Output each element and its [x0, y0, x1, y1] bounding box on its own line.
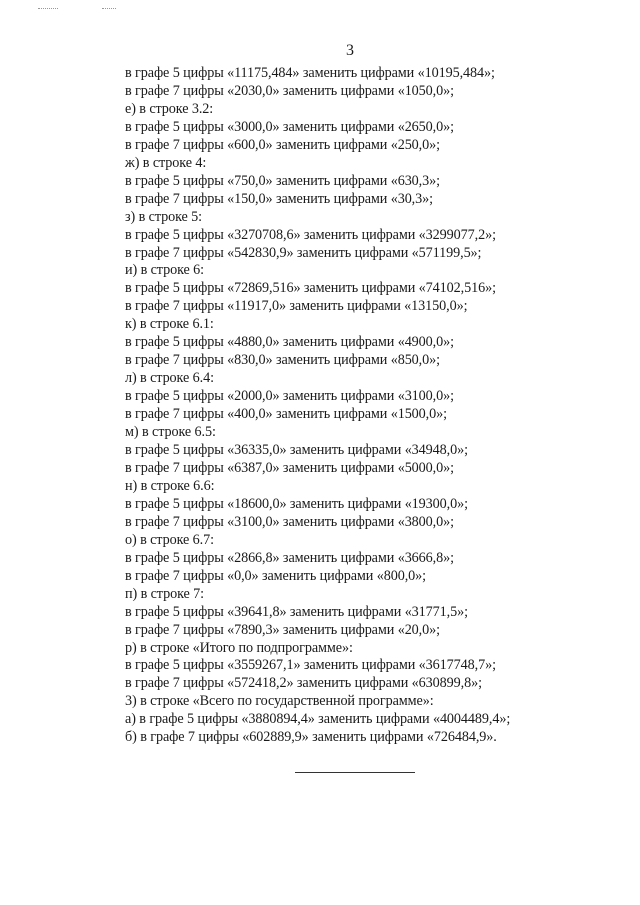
- document-line: в графе 7 цифры «600,0» заменить цифрами «250,0»;: [125, 136, 440, 153]
- document-line: и) в строке 6:: [125, 262, 204, 279]
- document-line: в графе 7 цифры «830,0» заменить цифрами «850,0»;: [125, 352, 440, 369]
- document-line: в графе 7 цифры «0,0» заменить цифрами «800,0»;: [125, 567, 426, 584]
- document-line: р) в строке «Итого по подпрограмме»:: [125, 639, 353, 656]
- document-body: [125, 65, 595, 747]
- document-line: в графе 5 цифры «11175,484» заменить цифрами «10195,484»;: [125, 65, 495, 81]
- document-line: в графе 5 цифры «36335,0» заменить цифрами «34948,0»;: [125, 442, 468, 459]
- document-line: в графе 7 цифры «2030,0» заменить цифрами «1050,0»;: [125, 82, 454, 99]
- document-line: ж) в строке 4:: [125, 154, 207, 171]
- document-line: в графе 5 цифры «72869,516» заменить цифрами «74102,516»;: [125, 280, 496, 297]
- document-line: в графе 7 цифры «11917,0» заменить цифрами «13150,0»;: [125, 298, 468, 315]
- document-line: в графе 5 цифры «39641,8» заменить цифрами «31771,5»;: [125, 603, 468, 620]
- document-line: п) в строке 7:: [125, 585, 204, 602]
- document-line: в графе 5 цифры «750,0» заменить цифрами «630,3»;: [125, 172, 440, 189]
- scan-mark-left: [38, 8, 58, 9]
- document-line: л) в строке 6.4:: [125, 370, 214, 387]
- document-line: в графе 7 цифры «400,0» заменить цифрами «1500,0»;: [125, 406, 447, 423]
- document-line: б) в графе 7 цифры «602889,9» заменить цифрами «726484,9».: [125, 729, 497, 746]
- document-line: в графе 7 цифры «6387,0» заменить цифрами «5000,0»;: [125, 459, 454, 476]
- document-line: в графе 5 цифры «3000,0» заменить цифрами «2650,0»;: [125, 118, 454, 135]
- closing-divider-line: [295, 772, 415, 773]
- document-line: м) в строке 6.5:: [125, 424, 216, 441]
- document-line: в графе 7 цифры «3100,0» заменить цифрами «3800,0»;: [125, 513, 454, 530]
- document-line: в графе 5 цифры «2866,8» заменить цифрами «3666,8»;: [125, 549, 454, 566]
- document-line: в графе 5 цифры «3559267,1» заменить цифрами «3617748,7»;: [125, 657, 496, 674]
- document-line: в графе 5 цифры «18600,0» заменить цифрами «19300,0»;: [125, 495, 468, 512]
- document-line: в графе 5 цифры «4880,0» заменить цифрами «4900,0»;: [125, 334, 454, 351]
- document-line: 3) в строке «Всего по государственной программе»:: [125, 693, 434, 710]
- document-line: о) в строке 6.7:: [125, 531, 214, 548]
- document-line: в графе 7 цифры «572418,2» заменить цифрами «630899,8»;: [125, 675, 482, 692]
- scan-mark-right: [102, 8, 116, 9]
- document-line: н) в строке 6.6:: [125, 477, 215, 494]
- document-line: в графе 7 цифры «542830,9» заменить цифрами «571199,5»;: [125, 244, 482, 261]
- document-line: а) в графе 5 цифры «3880894,4» заменить цифрами «4004489,4»;: [125, 711, 511, 728]
- document-line: в графе 5 цифры «2000,0» заменить цифрами «3100,0»;: [125, 388, 454, 405]
- document-line: з) в строке 5:: [125, 208, 202, 225]
- document-line: к) в строке 6.1:: [125, 316, 214, 333]
- page-number: 3: [346, 42, 354, 59]
- document-line: е) в строке 3.2:: [125, 100, 214, 117]
- document-line: в графе 7 цифры «7890,3» заменить цифрами «20,0»;: [125, 621, 440, 638]
- document-line: в графе 5 цифры «3270708,6» заменить цифрами «3299077,2»;: [125, 226, 496, 243]
- document-line: в графе 7 цифры «150,0» заменить цифрами «30,3»;: [125, 190, 433, 207]
